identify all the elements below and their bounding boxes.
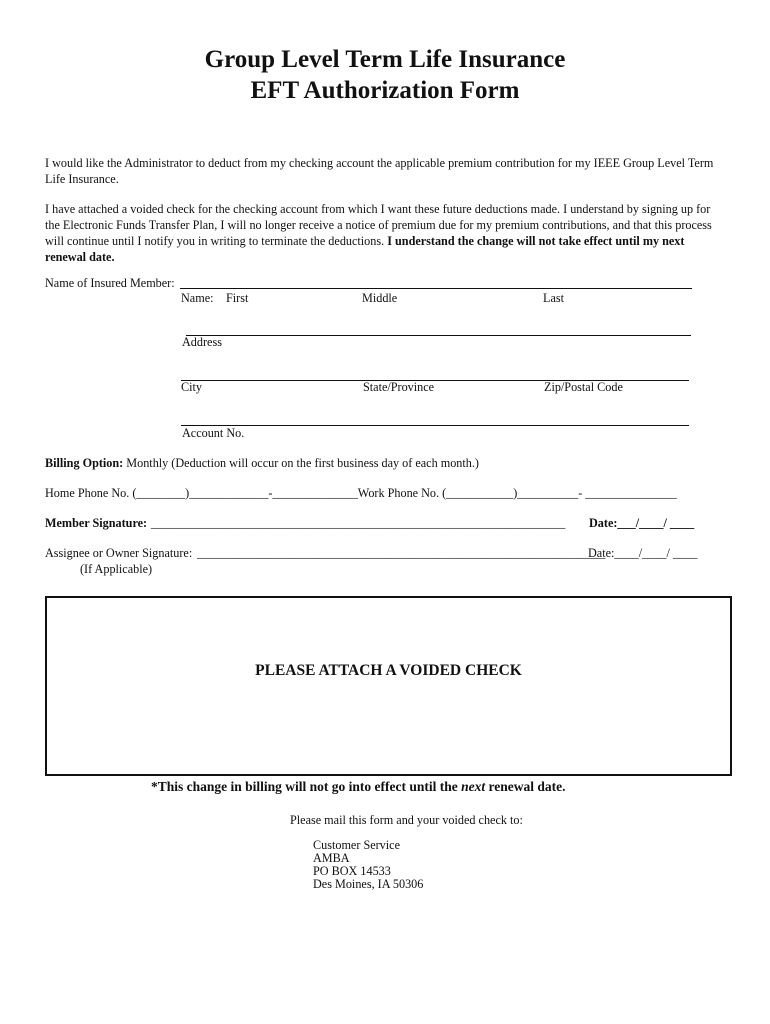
address-line[interactable] (186, 335, 691, 336)
insured-member-name-line[interactable] (180, 288, 692, 289)
billing-option-text: Monthly (Deduction will occur on the first business day of each month.) (126, 456, 479, 470)
intro-paragraph-1: I would like the Administrator to deduct from my checking account the applicable premium contribution for my IEEE Group Level Term Life Insurance. (45, 156, 714, 186)
form-title-line2: EFT Authorization Form (250, 77, 520, 104)
city-label: City (181, 380, 202, 394)
mail-address-line-1: Customer Service (313, 838, 400, 852)
voided-check-label: PLEASE ATTACH A VOIDED CHECK (255, 662, 522, 679)
mail-address-line-2: AMBA (313, 851, 350, 865)
member-signature-line[interactable]: ____________________________________________________________________ (151, 516, 566, 530)
name-prefix-label: Name: (181, 291, 214, 305)
mail-address-line-4: Des Moines, IA 50306 (313, 877, 424, 891)
assignee-signature-line[interactable]: ___________________________________________________________________ (197, 546, 606, 560)
zip-label: Zip/Postal Code (544, 380, 623, 394)
account-number-line[interactable] (181, 425, 689, 426)
form-title-line1: Group Level Term Life Insurance (204, 46, 566, 73)
last-name-label: Last (543, 291, 564, 305)
renewal-note-before: *This change in billing will not go into effect until the (151, 779, 462, 794)
billing-option-label: Billing Option: (45, 456, 124, 470)
member-signature-date[interactable]: Date:___/____/ ____ (589, 516, 695, 530)
address-label: Address (182, 335, 222, 349)
member-signature-label: Member Signature: (45, 516, 148, 530)
voided-check-box (45, 596, 732, 776)
assignee-signature-label: Assignee or Owner Signature: (45, 546, 193, 560)
intro-paragraph-2-text: I have attached a voided check for the checking account from which I want these future deductions made. I understand by signing up for the Electronic Funds Transfer Plan, I will no longer receive a notice of premium due for my premium contributions, and that this process will continue until I notify you in writing to terminate the deductions. (45, 202, 712, 248)
phone-numbers-row[interactable]: Home Phone No. (________)_____________-______________Work Phone No. (___________)__________- _______________ (45, 486, 677, 500)
state-label: State/Province (363, 380, 435, 394)
renewal-warning: I understand the change will not take effect until my next renewal date. (45, 234, 685, 264)
insured-member-label: Name of Insured Member: (45, 276, 175, 290)
first-name-label: First (226, 291, 249, 305)
if-applicable-note: (If Applicable) (80, 562, 153, 576)
account-number-label: Account No. (182, 426, 245, 440)
renewal-note (151, 779, 566, 795)
middle-name-label: Middle (362, 291, 398, 305)
renewal-note-after: renewal date. (485, 779, 566, 794)
billing-option (45, 456, 479, 471)
mail-instruction: Please mail this form and your voided check to: (290, 813, 523, 827)
intro-paragraph-2 (45, 201, 720, 265)
renewal-note-emphasis: next (461, 779, 486, 794)
mail-address-line-3: PO BOX 14533 (313, 864, 391, 878)
assignee-signature-date[interactable]: Date:____/____/ ____ (588, 546, 698, 560)
